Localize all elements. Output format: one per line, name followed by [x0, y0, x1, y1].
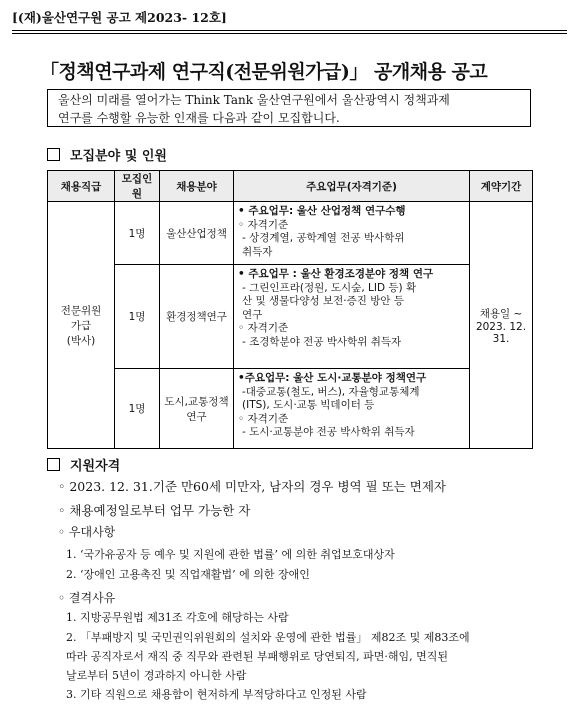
duty-cell: •주요업무: 울산 도시·교통분야 정책연구 -대중교통(철도, 버스), 자율형교통체계 (ITS), 도시·교통 빅데이터 등 ◦ 자격기준 - 도시·교통분야 전공 박사학위 취득자 — [234, 369, 470, 449]
page-title: 「정책연구과제 연구직(전문위원가급)」 공개채용 공고 — [40, 61, 488, 83]
intro-box — [47, 89, 531, 127]
table-row — [48, 265, 533, 369]
list-item: 1. ‘국가유공자 등 예우 및 지원에 관한 법률’ 에 의한 취업보호대상자 — [66, 548, 395, 561]
section-eligibility-title: 지원자격 — [70, 459, 121, 474]
list-item: 1. 지방공무원법 제31조 각호에 해당하는 사람 — [66, 611, 289, 624]
duty-cell: • 주요업무: 울산 산업정책 연구수행 ◦ 자격기준 - 상경계열, 공학계열 전공 박사학위 취득자 — [234, 202, 470, 265]
table-header-row — [48, 171, 533, 202]
field-cell: 울산산업정책 — [160, 202, 234, 265]
period-cell: 채용일 ~ 2023. 12. 31. — [470, 202, 533, 449]
qualification-availability: ◦ 채용예정일로부터 업무 가능한 자 — [58, 503, 251, 518]
field-cell: 환경정책연구 — [160, 265, 234, 369]
section-recruitment — [47, 145, 167, 164]
field-cell: 도시,교통정책 연구 — [160, 369, 234, 449]
header-rule — [12, 30, 567, 31]
header-field: 채용분야 — [160, 171, 234, 202]
grade-cell: 전문위원 가급 (박사) — [48, 202, 115, 449]
count-cell: 1명 — [115, 369, 160, 449]
disqualification-title: ◦ 결격사유 — [58, 591, 116, 605]
count-cell: 1명 — [115, 202, 160, 265]
list-item: 2. 「부패방지 및 국민권익위원회의 설치와 운영에 관한 법률」 제82조 및 제83조에 — [66, 631, 470, 644]
recruitment-table — [47, 170, 533, 449]
header-grade: 채용직급 — [48, 171, 115, 202]
list-item: 따라 공직자로서 재직 중 직무와 관련된 부패행위로 당연퇴직, 파면·해임, 면직된 — [66, 650, 448, 663]
intro-line-2: 연구를 수행할 유능한 인재를 다음과 같이 모집합니다. — [58, 111, 340, 125]
header-count: 모집인원 — [115, 171, 160, 202]
table-row — [48, 202, 533, 265]
notice-number: [(재)울산연구원 공고 제2023- 12호] — [12, 10, 227, 25]
square-bullet-icon — [47, 458, 60, 471]
list-item: 3. 기타 직원으로 채용함이 현저하게 부적당하다고 인정된 사람 — [66, 688, 367, 701]
duty-cell: • 주요업무 : 울산 환경조경분야 정책 연구 - 그린인프라(정원, 도시숲, LID 등) 확 산 및 생물다양성 보전·증진 방안 등 연구 ◦ 자격기준 - 조경학분야 전공 박사학위 취득자 — [234, 265, 470, 369]
intro-line-1: 울산의 미래를 열어가는 Think Tank 울산연구원에서 울산광역시 정책과제 — [58, 93, 450, 107]
preference-title: ◦ 우대사항 — [58, 525, 116, 539]
qualification-age: ◦ 2023. 12. 31.기준 만60세 미만자, 남자의 경우 병역 필 또는 면제자 — [58, 479, 447, 494]
table-row — [48, 369, 533, 449]
section-eligibility — [47, 455, 120, 474]
list-item: 2. ‘장애인 고용촉진 및 직업재활법’ 에 의한 장애인 — [66, 568, 310, 581]
header-period: 계약기간 — [470, 171, 533, 202]
section-recruitment-title: 모집분야 및 인원 — [70, 149, 167, 164]
count-cell: 1명 — [115, 265, 160, 369]
header-duty: 주요업무(자격기준) — [234, 171, 470, 202]
header-rule-2 — [12, 33, 567, 34]
list-item: 날로부터 5년이 경과하지 아니한 사람 — [66, 669, 247, 682]
square-bullet-icon — [47, 148, 60, 161]
